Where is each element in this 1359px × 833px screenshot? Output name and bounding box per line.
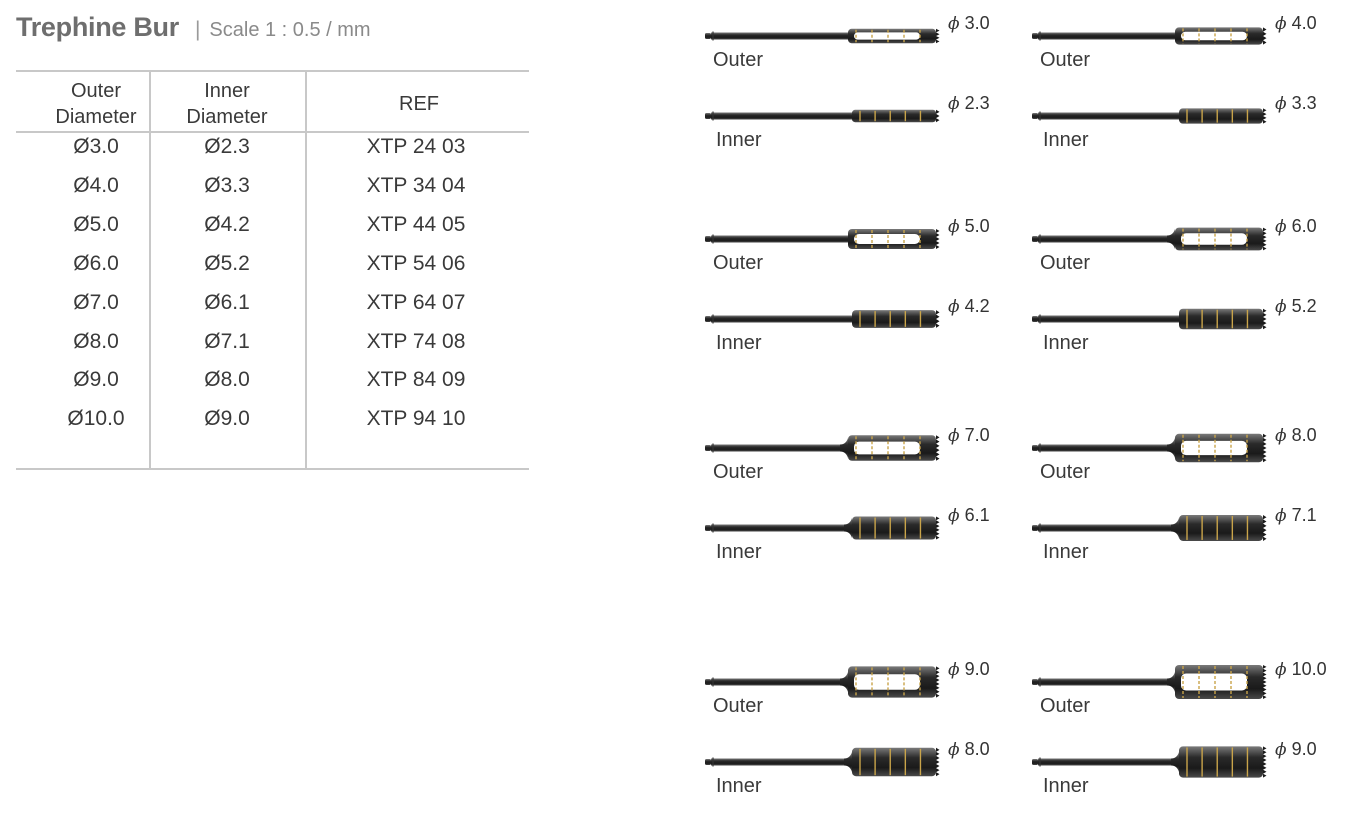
diameter-value: 7.0 [964,425,990,445]
outer-diameter-cell: Ø3.0 [73,135,119,158]
table-bottom-rule [16,468,529,470]
outer-diameter-cell: Ø9.0 [73,368,119,392]
diameter-value: 6.1 [964,505,990,525]
inner-diameter-cell: Ø5.2 [204,251,250,275]
bur-diameter-label [1275,659,1327,680]
outer-bur-label: Outer [713,461,764,483]
phi-symbol: ϕ [948,297,960,317]
outer-diameter-cell: Ø6.0 [73,251,119,275]
bur-diameter-label [948,216,990,237]
diameter-value: 7.1 [1291,505,1317,525]
inner-diameter-cell: Ø4.2 [204,212,250,236]
bur-diameter-label [948,739,990,760]
diameter-value: 9.0 [1291,739,1317,759]
bur-diameter-label [1275,13,1317,34]
bur-diameter-label [1275,505,1317,526]
phi-symbol: ϕ [948,740,960,760]
header-line: Diameter [55,106,137,128]
bur-diameter-label [948,425,990,446]
inner-bur-label: Inner [716,775,762,797]
diameter-value: 9.0 [964,659,990,679]
outer-bur-label: Outer [1040,49,1091,71]
header-line: Inner [204,80,250,102]
outer-bur-label: Outer [1040,695,1091,717]
phi-symbol: ϕ [1275,297,1287,317]
inner-bur-label: Inner [716,541,762,563]
bur-diameter-label [948,659,990,680]
diameter-value: 3.0 [964,13,990,33]
bur-diameter-label [948,13,990,34]
diameter-value: 8.0 [964,739,990,759]
header-line: REF [399,93,439,115]
inner-bur-label: Inner [1043,541,1089,563]
diameter-value: 8.0 [1291,425,1317,445]
ref-cell: XTP 84 09 [366,368,466,392]
outer-diameter-cell: Ø7.0 [73,290,119,314]
phi-symbol: ϕ [948,14,960,34]
phi-symbol: ϕ [1275,506,1287,526]
inner-diameter-cell: Ø9.0 [204,407,250,431]
inner-bur-label: Inner [1043,129,1089,151]
bur-diameter-label [1275,425,1317,446]
diameter-value: 5.2 [1291,296,1317,316]
title-separator: | [194,18,201,41]
phi-symbol: ϕ [948,217,960,237]
ref-cell: XTP 54 06 [366,251,466,275]
outer-diameter-cell: Ø8.0 [73,329,119,353]
diameter-value: 4.2 [964,296,990,316]
outer-bur-label: Outer [713,49,764,71]
phi-symbol: ϕ [1275,426,1287,446]
inner-bur-label: Inner [716,332,762,354]
outer-bur-label: Outer [713,252,764,274]
inner-diameter-cell: Ø8.0 [204,368,250,392]
inner-bur-label: Inner [716,129,762,151]
page-title: Trephine Bur [16,12,179,42]
bur-diameter-label [948,93,990,114]
inner-diameter-cell: Ø2.3 [204,135,250,158]
ref-cell: XTP 74 08 [366,329,466,353]
diameter-value: 2.3 [964,93,990,113]
phi-symbol: ϕ [1275,14,1287,34]
header-line: Outer [70,80,122,102]
inner-diameter-cell: Ø6.1 [204,290,250,314]
diameter-value: 3.3 [1291,93,1317,113]
phi-symbol: ϕ [948,94,960,114]
diameter-value: 5.0 [964,216,990,236]
bur-diameter-label [1275,93,1317,114]
header-line: Diameter [186,106,268,128]
ref-cell: XTP 34 04 [366,173,466,197]
phi-symbol: ϕ [1275,660,1287,680]
bur-diameter-label [948,505,990,526]
inner-diameter-cell: Ø3.3 [204,173,250,197]
table-header-rule [16,131,529,133]
ref-cell: XTP 44 05 [366,212,466,236]
phi-symbol: ϕ [1275,217,1287,237]
inner-bur-label: Inner [1043,332,1089,354]
phi-symbol: ϕ [948,660,960,680]
phi-symbol: ϕ [948,506,960,526]
outer-bur-label: Outer [1040,461,1091,483]
phi-symbol: ϕ [1275,94,1287,114]
outer-diameter-cell: Ø4.0 [73,173,119,197]
bur-diameter-label [948,296,990,317]
table-top-rule [16,70,529,72]
outer-bur-label: Outer [713,695,764,717]
scale-note: Scale 1 : 0.5 / mm [209,19,371,41]
outer-bur-label: Outer [1040,252,1091,274]
phi-symbol: ϕ [1275,740,1287,760]
bur-diameter-label [1275,296,1317,317]
diameter-value: 10.0 [1291,659,1327,679]
outer-diameter-cell: Ø10.0 [67,407,125,431]
ref-cell: XTP 94 10 [366,407,466,431]
inner-diameter-cell: Ø7.1 [204,329,250,353]
diameter-value: 6.0 [1291,216,1317,236]
header-inner-diameter [149,78,305,130]
diameter-value: 4.0 [1291,13,1317,33]
bur-diameter-label [1275,739,1317,760]
bur-diameter-label [1275,216,1317,237]
phi-symbol: ϕ [948,426,960,446]
header-ref [305,91,533,117]
outer-diameter-cell: Ø5.0 [73,212,119,236]
ref-cell: XTP 24 03 [366,135,466,158]
page-header [16,12,371,43]
inner-bur-label: Inner [1043,775,1089,797]
ref-cell: XTP 64 07 [366,290,466,314]
